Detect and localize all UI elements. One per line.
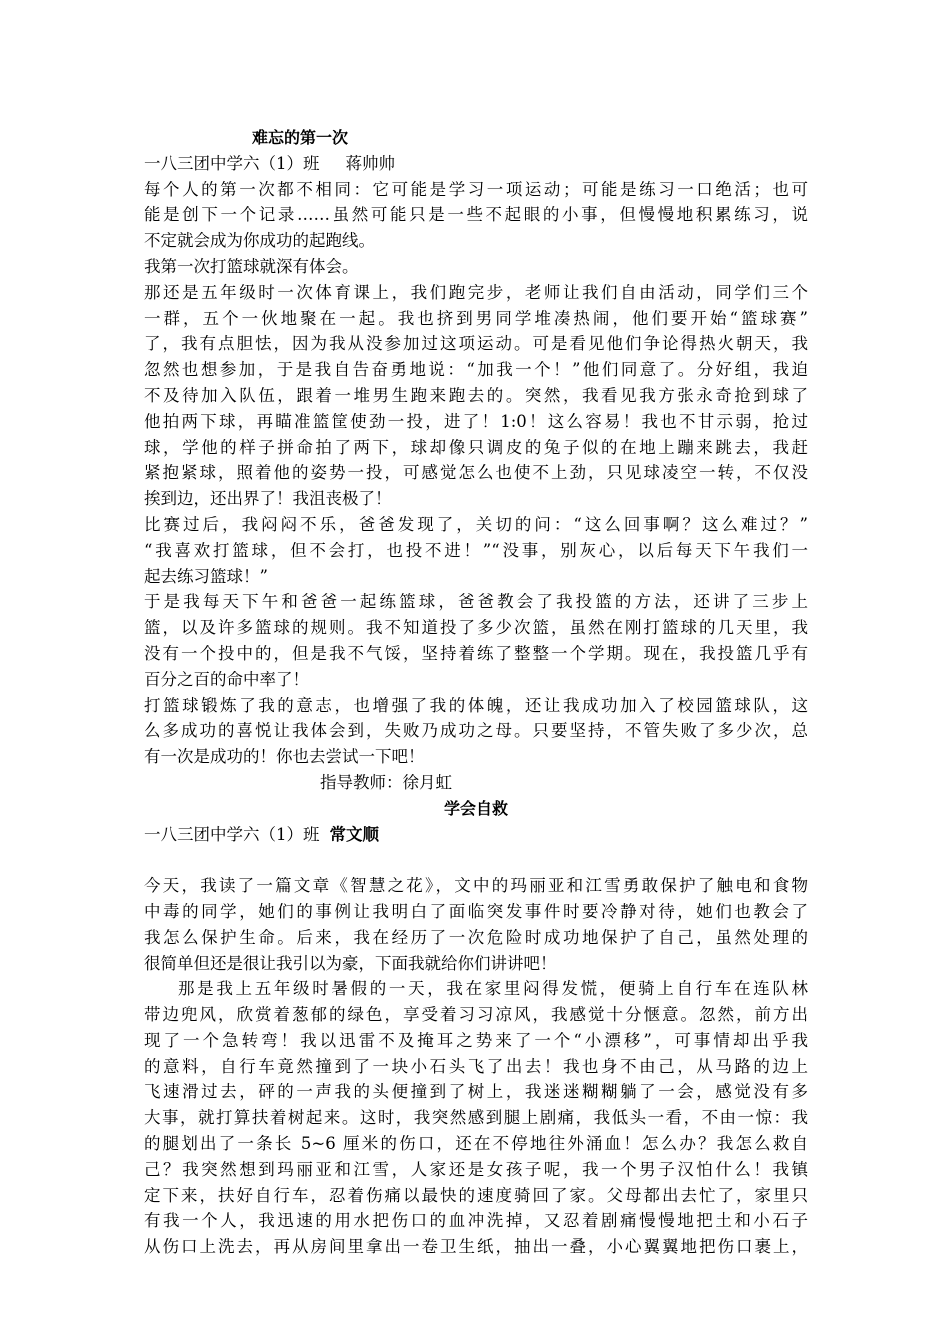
essay1-paragraph-4 <box>144 512 808 589</box>
text-line: 我怎么保护生命。后来，我在经历了一次危险时成功地保护了自己，虽然处理的 <box>144 927 808 947</box>
text-line: 定下来，扶好自行车，忍着伤痛以最快的速度骑回了家。父母都出去忙了，家里只 <box>144 1185 808 1205</box>
essay2-byline-school: 一八三团中学六（1）班 <box>144 824 320 844</box>
essay2-title: 学会自救 <box>443 798 508 818</box>
text-line: 打篮球锻炼了我的意志，也增强了我的体魄，还让我成功加入了校园篮球队，这 <box>144 695 808 715</box>
text-line: 比赛过后，我闷闷不乐，爸爸发现了，关切的问：“这么回事啊？这么难过？” <box>144 514 808 534</box>
essay1-byline-school: 一八三团中学六（1）班 <box>144 153 320 173</box>
text-line: 能是创下一个记录……虽然可能只是一些不起眼的小事，但慢慢地积累练习，说 <box>144 205 808 225</box>
essay1-paragraph-1 <box>144 177 808 254</box>
text-line: “我喜欢打篮球，但不会打，也投不进！”“没事，别灰心，以后每天下午我们一 <box>144 540 808 560</box>
essay1-byline <box>144 151 808 177</box>
essay2-paragraph-2 <box>144 976 808 1260</box>
text-line: 从伤口上洗去，再从房间里拿出一卷卫生纸，抽出一叠，小心翼翼地把伤口裹上， <box>144 1237 808 1257</box>
text-line: 的意料，自行车竟然撞到了一块小石头飞了出去！我也身不由己，从马路的边上 <box>144 1056 808 1076</box>
text-line: 有我一个人，我迅速的用水把伤口的血冲洗掉，又忍着剧痛慢慢地把土和小石子 <box>144 1211 808 1231</box>
essay2-byline-author: 常文顺 <box>329 824 379 844</box>
text-line: 么多成功的喜悦让我体会到，失败乃成功之母。只要坚持，不管失败了多少次，总 <box>144 721 808 741</box>
text-line: 的腿划出了一条长 5~6 厘米的伤口，还在不停地往外涌血！怎么办？我怎么救自 <box>144 1134 808 1154</box>
text-line: 没有一个投中的，但是我不气馁，坚持着练了整整一个学期。现在，我投篮几乎有 <box>144 643 808 663</box>
essay2-paragraph-1 <box>144 873 808 976</box>
text-line: 百分之百的命中率了！ <box>144 669 309 689</box>
text-line: 于是我每天下午和爸爸一起练篮球，爸爸教会了我投篮的方法，还讲了三步上 <box>144 592 808 612</box>
text-line: 中毒的同学，她们的事例让我明白了面临突发事件时要冷静对待，她们也教会了 <box>144 901 808 921</box>
essay1-byline-author: 蒋帅帅 <box>345 153 395 173</box>
essay1-title: 难忘的第一次 <box>252 128 349 147</box>
text-line: 不及待加入队伍，跟着一堆男生跑来跑去的。突然，我看见我方张永奇抢到球了 <box>144 385 808 405</box>
essay1-paragraph-6 <box>144 693 808 770</box>
document-page <box>144 125 808 1260</box>
text-line: 篮，以及许多篮球的规则。我不知道投了多少次篮，虽然在刚打篮球的几天里，我 <box>144 618 808 638</box>
text-line: 今天，我读了一篇文章《智慧之花》，文中的玛丽亚和江雪勇敢保护了触电和食物 <box>144 876 808 896</box>
text-line: 了，我有点胆怯，因为我从没参加过这项运动。可是看见他们争论得热火朝天，我 <box>144 334 808 354</box>
text-line: 大事，就打算扶着树起来。这时，我突然感到腿上剧痛，我低头一看，不由一惊：我 <box>144 1108 808 1128</box>
text-line: 那是我上五年级时暑假的一天，我在家里闷得发慌，便骑上自行车在连队林 <box>178 979 808 999</box>
text-line: 忽然也想参加，于是我自告奋勇地说：“加我一个！”他们同意了。分好组，我迫 <box>144 360 808 380</box>
text-line: 很简单但还是很让我引以为豪，下面我就给你们讲讲吧！ <box>144 953 557 973</box>
text-line: 他拍两下球，再瞄准篮筐使劲一投，进了！1:0！这么容易！我也不甘示弱，抢过 <box>144 411 808 431</box>
essay1-teacher: 指导教师：徐月虹 <box>320 772 452 792</box>
text-line: 一群，五个一伙地聚在一起。我也挤到男同学堆凑热闹，他们要开始“篮球赛” <box>144 308 808 328</box>
essay1-paragraph-5 <box>144 589 808 692</box>
text-line: 我第一次打篮球就深有体会。 <box>144 256 359 276</box>
essay2-byline <box>144 822 808 848</box>
text-line: 不定就会成为你成功的起跑线。 <box>144 231 375 251</box>
essay1-paragraph-2 <box>144 254 808 280</box>
blank-line <box>144 847 808 873</box>
text-line: 带边兜风，欣赏着葱郁的绿色，享受着习习凉风，我感觉十分惬意。忽然，前方出 <box>144 1005 808 1025</box>
essay1-paragraph-3 <box>144 280 808 512</box>
text-line: 飞速滑过去，砰的一声我的头便撞到了树上，我迷迷糊糊躺了一会，感觉没有多 <box>144 1082 808 1102</box>
text-line: 每个人的第一次都不相同：它可能是学习一项运动；可能是练习一口绝活；也可 <box>144 179 808 199</box>
text-line: 那还是五年级时一次体育课上，我们跑完步，老师让我们自由活动，同学们三个 <box>144 282 808 302</box>
text-line: 挨到边，还出界了！我沮丧极了！ <box>144 489 392 509</box>
text-line: 球，学他的样子拼命拍了两下，球却像只调皮的兔子似的在地上蹦来跳去，我赶 <box>144 437 808 457</box>
text-line: 现了一个急转弯！我以迅雷不及掩耳之势来了一个“小漂移”，可事情却出乎我 <box>144 1030 808 1050</box>
text-line: 起去练习篮球！” <box>144 566 268 586</box>
text-line: 有一次是成功的！你也去尝试一下吧！ <box>144 747 425 767</box>
text-line: 己？我突然想到玛丽亚和江雪，人家还是女孩子呢，我一个男子汉怕什么！我镇 <box>144 1159 808 1179</box>
text-line: 紧抱紧球，照着他的姿势一投，可感觉怎么也使不上劲，只见球凌空一转，不仅没 <box>144 463 808 483</box>
